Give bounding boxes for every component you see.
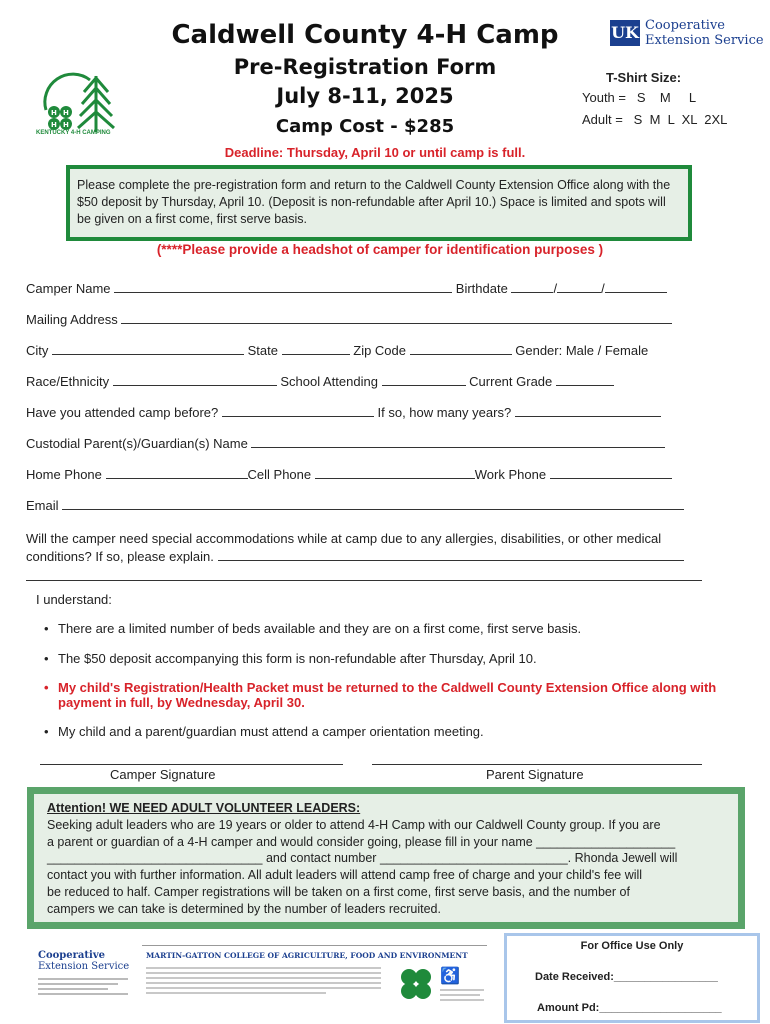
uk-icon: UK [610, 20, 640, 46]
work-phone-field[interactable] [550, 467, 672, 479]
cell-phone-label: Cell Phone [247, 467, 312, 482]
form-subtitle: Pre-Registration Form [233, 55, 497, 79]
svg-text:H: H [63, 121, 69, 129]
uk-extension-logo [610, 18, 764, 50]
tshirt-youth: Youth = S M L [582, 90, 697, 105]
office-use-title: For Office Use Only [580, 940, 684, 952]
footer-accessibility-note [440, 986, 484, 1004]
email-field[interactable] [62, 498, 684, 510]
accommodations-field[interactable] [218, 549, 684, 561]
camper-name-label: Camper Name [26, 281, 111, 296]
city-field[interactable] [52, 343, 244, 355]
understand-item: • My child and a parent/guardian must attend a camper orientation meeting. [58, 724, 484, 739]
date-received-field[interactable]: Date Received:_________________ [535, 971, 718, 983]
accommodations-question: Will the camper need special accommodations while at camp due to any allergies, disabilities, or other medical [26, 531, 662, 546]
work-phone-label: Work Phone [474, 467, 547, 482]
camper-signature-label: Camper Signature [110, 767, 216, 782]
guardian-field[interactable] [251, 436, 665, 448]
camper-name-field[interactable] [114, 281, 452, 293]
notice-text: Please complete the pre-registration form and return to the Caldwell County Extension Office along with the $50 deposit by Thursday, April 10. (Deposit is non-refundable after April 10.) Space is limited and spots will be given on a first come, first serve basis. [70, 169, 688, 237]
camper-signature-line[interactable] [40, 764, 343, 765]
uk-text-1: Cooperative [645, 18, 725, 33]
logo-caption: KENTUCKY 4-H CAMPING [36, 130, 111, 136]
svg-text:H: H [51, 109, 57, 117]
form-title: Caldwell County 4-H Camp [171, 20, 559, 50]
parent-signature-label: Parent Signature [486, 767, 584, 782]
tshirt-label: T-Shirt Size: [606, 70, 682, 85]
camp-dates: July 8-11, 2025 [276, 84, 454, 108]
camp-cost: Camp Cost - $285 [275, 116, 455, 137]
parent-signature-line[interactable] [372, 764, 702, 765]
understand-item-important: • My child's Registration/Health Packet must be returned to the Caldwell County Extension Office along with payment in full, by Wednesday, April 30. [58, 680, 723, 710]
home-phone-field[interactable] [106, 467, 248, 479]
understand-heading: I understand: [36, 592, 112, 607]
accessibility-icon: ♿ [440, 968, 460, 985]
footer-ces-logo [38, 950, 138, 998]
svg-text:H: H [63, 109, 69, 117]
attended-label: Have you attended camp before? [26, 405, 219, 420]
volunteer-heading: Attention! WE NEED ADULT VOLUNTEER LEADERS: [47, 801, 361, 815]
volunteer-line: contact you with further information. All adult leaders will attend camp free of charge and your child's fee will [47, 868, 643, 883]
footer-ces-text-1: Cooperative [38, 950, 105, 961]
email-label: Email [26, 498, 59, 513]
volunteer-line: Seeking adult leaders who are 19 years or older to attend 4-H Camp with our Caldwell County group. If you are [47, 817, 661, 832]
amount-paid-field[interactable]: Amount Pd:____________________ [537, 1002, 722, 1014]
footer-fine-print [38, 978, 138, 995]
accommodations-extra-line[interactable] [26, 580, 702, 581]
gender-label[interactable]: Gender: Male / Female [515, 343, 649, 358]
grade-field[interactable] [556, 374, 614, 386]
cell-phone-field[interactable] [315, 467, 475, 479]
notice-box [66, 165, 692, 241]
footer-divider [142, 945, 487, 946]
birthdate-label: Birthdate [455, 281, 508, 296]
years-field[interactable] [515, 405, 661, 417]
footer-clover-icon [398, 966, 434, 1007]
volunteer-line[interactable]: a parent or guardian of a 4-H camper and would consider going, please fill in your name ____________________ [47, 834, 676, 849]
svg-text:H: H [51, 121, 57, 129]
birth-year-field[interactable] [605, 281, 667, 293]
volunteer-line: be reduced to half. Camper registrations will be taken on a first come, first serve basis, and the number of [47, 884, 630, 899]
footer-ces-text-2: Extension Service [38, 961, 130, 972]
birth-month-field[interactable] [511, 281, 553, 293]
grade-label: Current Grade [469, 374, 553, 389]
tshirt-adult: Adult = S M L XL 2XL [582, 112, 728, 127]
city-label: City [26, 343, 49, 358]
volunteer-line: campers we can take is determined by the number of leaders recruited. [47, 901, 441, 916]
home-phone-label: Home Phone [26, 467, 102, 482]
zip-field[interactable] [410, 343, 512, 355]
mailing-address-field[interactable] [121, 312, 672, 324]
race-label: Race/Ethnicity [26, 374, 110, 389]
state-field[interactable] [282, 343, 350, 355]
footer-eeo-statement [146, 964, 386, 997]
volunteer-line[interactable]: _______________________________ and contact number ___________________________. Rhonda Jewell will [47, 851, 678, 866]
understand-item: • There are a limited number of beds available and they are on a first come, first serve basis. [58, 621, 581, 636]
race-field[interactable] [113, 374, 277, 386]
deadline-text: Deadline: Thursday, April 10 or until camp is full. [224, 145, 526, 160]
accommodations-question-2: conditions? If so, please explain. [26, 549, 214, 564]
birth-day-field[interactable] [557, 281, 601, 293]
office-use-box [504, 933, 760, 1023]
headshot-note: (****Please provide a headshot of camper for identification purposes ) [156, 242, 604, 257]
volunteer-box [27, 787, 745, 929]
guardian-label: Custodial Parent(s)/Guardian(s) Name [26, 436, 248, 451]
school-field[interactable] [382, 374, 466, 386]
state-label: State [247, 343, 278, 358]
uk-text-2: Extension Service [645, 33, 764, 48]
understand-item: • The $50 deposit accompanying this form is non-refundable after Thursday, April 10. [58, 651, 537, 666]
footer-college-name: MARTIN-GATTON COLLEGE OF AGRICULTURE, FOOD AND ENVIRONMENT [146, 951, 468, 960]
years-label: If so, how many years? [377, 405, 512, 420]
attended-field[interactable] [222, 405, 374, 417]
mailing-address-label: Mailing Address [26, 312, 118, 327]
4h-camping-logo [38, 70, 128, 142]
school-label: School Attending [280, 374, 378, 389]
zip-label: Zip Code [353, 343, 406, 358]
